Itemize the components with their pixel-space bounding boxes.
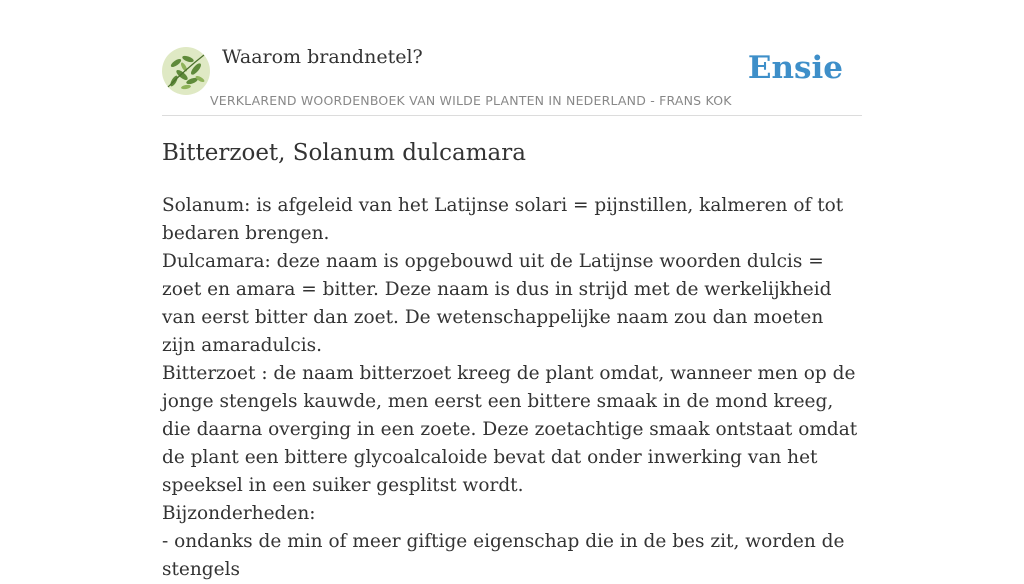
header-title[interactable]: Waarom brandnetel? — [222, 46, 423, 68]
header — [162, 0, 862, 116]
article-paragraph: Solanum: is afgeleid van het Latijnse solari = pijnstillen, kalmeren of tot bedaren brengen. — [162, 195, 844, 244]
ensie-logo[interactable]: Ensie — [747, 50, 843, 86]
article-title: Bitterzoet, Solanum dulcamara — [162, 140, 526, 166]
page — [162, 0, 862, 580]
article-paragraph: Bitterzoet : de naam bitterzoet kreeg de plant omdat, wanneer men op de jonge stengels kauwde, men eerst een bittere smaak in de mond kreeg, die daarna overging in een zoete. Deze zoetachtige smaak ontstaat omdat de plant een bittere glycoalcaloide bevat dat onder inwerking van het speeksel in een suiker gesplitst wordt. — [162, 363, 858, 496]
article-paragraph: Dulcamara: deze naam is opgebouwd uit de Latijnse woorden dulcis = zoet en amara = bitter. Deze naam is dus in strijd met de werkelijkheid van eerst bitter dan zoet. De wetenschappelijke naam zou dan moeten zijn amaradulcis. — [162, 251, 832, 356]
article-paragraph: - ondanks de min of meer giftige eigenschap die in de bes zit, worden de stengels — [162, 531, 845, 580]
article-body — [162, 192, 862, 584]
article-paragraph: Bijzonderheden: — [162, 503, 316, 524]
plant-leaves-icon[interactable] — [162, 47, 210, 95]
header-subtitle[interactable]: VERKLAREND WOORDENBOEK VAN WILDE PLANTEN IN NEDERLAND - FRANS KOK — [210, 93, 732, 108]
